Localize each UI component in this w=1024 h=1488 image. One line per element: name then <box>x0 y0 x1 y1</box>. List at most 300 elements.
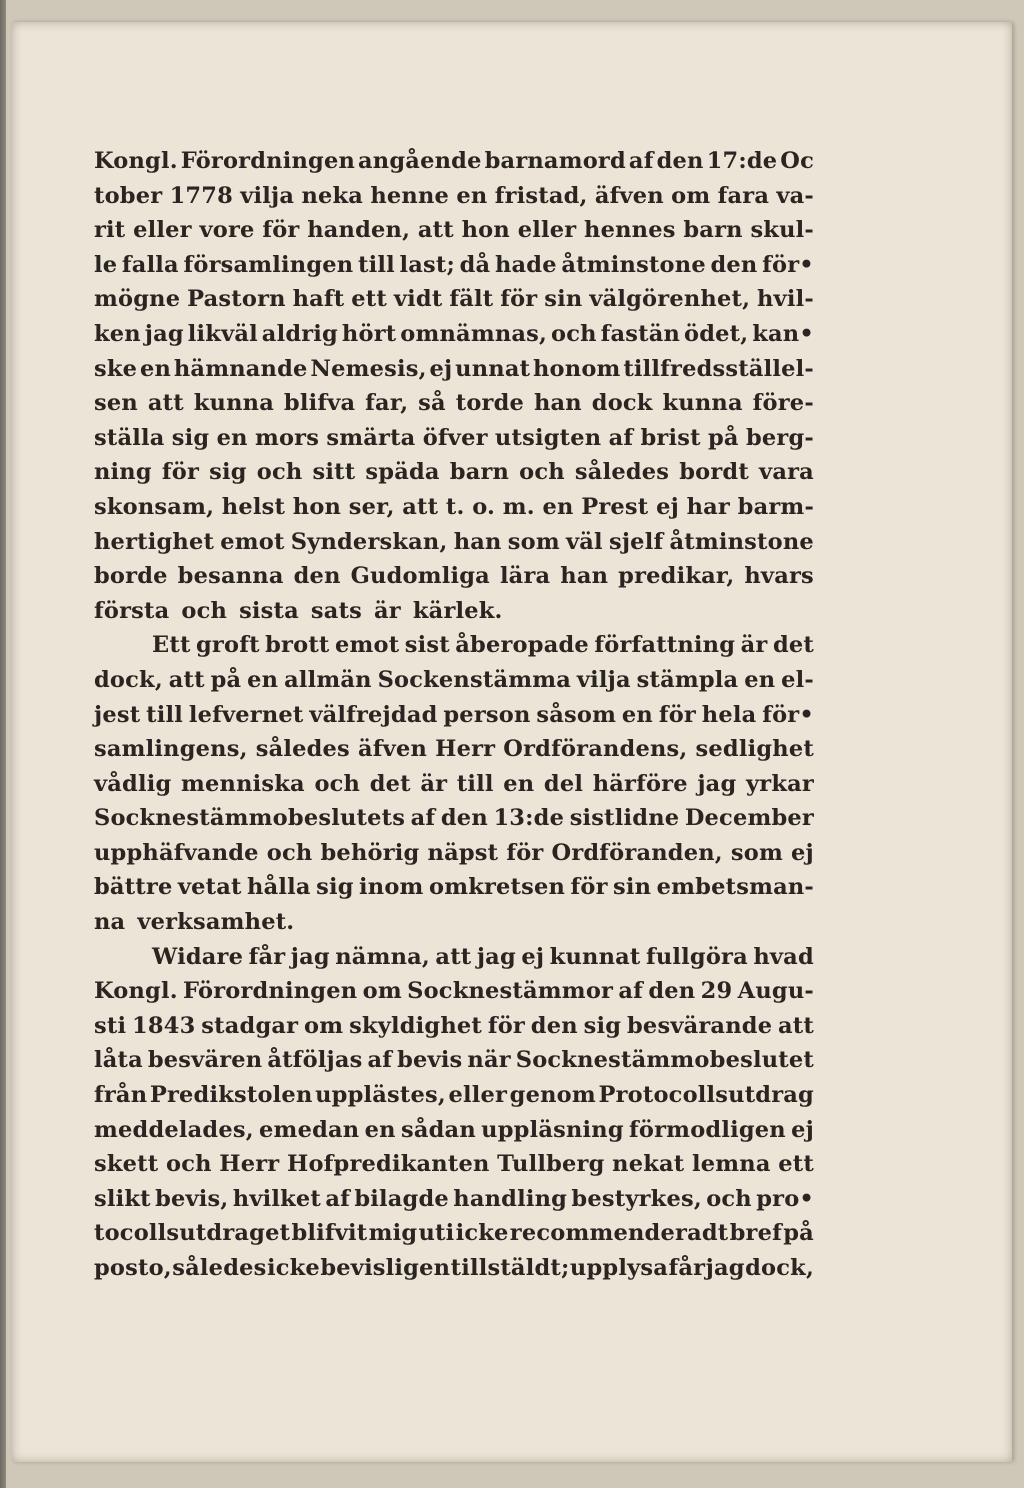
text-word: icke <box>266 1255 320 1281</box>
text-word: och <box>165 1151 212 1178</box>
text-word: omnämnas, <box>400 320 548 347</box>
text-word: upplästes, <box>315 1082 446 1109</box>
text-word: sedlighet <box>695 736 814 763</box>
text-word: som <box>730 839 783 866</box>
text-line <box>94 663 814 698</box>
text-word: mögne <box>94 286 181 313</box>
text-word: ej <box>429 355 453 382</box>
text-word: är <box>374 597 401 624</box>
text-word: fält <box>449 286 494 313</box>
text-word: emot <box>220 528 285 555</box>
text-word: den <box>656 148 704 174</box>
text-word: samlingens, <box>94 736 248 763</box>
text-word: sitt <box>312 459 356 486</box>
text-word: för <box>658 701 696 728</box>
text-word: Oc <box>780 148 814 174</box>
text-word: på <box>707 424 739 451</box>
text-word: Socknestämmobeslutets <box>94 805 406 832</box>
text-word: vilja <box>240 182 295 209</box>
text-word: mors <box>254 424 320 451</box>
text-word: fastän <box>600 320 681 347</box>
text-word: embetsman- <box>656 874 814 901</box>
text-word: välfrejdad <box>309 701 438 728</box>
text-word: före- <box>752 390 814 417</box>
text-line <box>94 698 814 733</box>
text-word: emot <box>334 632 400 659</box>
text-word: bordt <box>679 459 749 486</box>
text-word: Socknestämmor <box>407 978 614 1005</box>
text-word: predikar, <box>618 563 735 590</box>
text-word: för• <box>762 251 814 278</box>
text-word: af <box>608 424 634 451</box>
text-line <box>94 1078 814 1113</box>
text-word: le <box>94 251 118 278</box>
text-word: angående <box>358 148 482 174</box>
text-word: åtminstone <box>669 528 814 555</box>
text-word: en <box>139 355 172 382</box>
text-word: härföre <box>592 770 688 797</box>
text-word: sista <box>239 597 299 624</box>
text-word: ett <box>351 286 387 313</box>
text-word: barnamord <box>484 148 626 174</box>
text-word: allmän <box>284 666 372 693</box>
text-word: berg- <box>745 424 814 451</box>
text-word: hon <box>461 217 510 244</box>
text-word: groft <box>196 632 260 659</box>
text-word: bref <box>729 1220 782 1247</box>
text-word: bilagde <box>354 1185 449 1212</box>
text-word: till <box>456 770 494 797</box>
text-word: 1778 <box>169 182 234 209</box>
text-word: utsigten <box>494 424 602 451</box>
text-word: uti <box>418 1220 455 1247</box>
text-word: stadgar <box>201 1012 299 1039</box>
text-word: yrkar <box>746 770 814 797</box>
text-word: Sockenstämma <box>377 666 572 693</box>
text-word: en <box>364 1116 396 1143</box>
text-line <box>94 905 814 940</box>
text-word: han <box>560 563 609 590</box>
text-word: t. <box>445 493 465 520</box>
text-word: näpst <box>427 839 499 866</box>
text-word: inom <box>359 874 424 901</box>
text-word: om <box>362 978 402 1005</box>
text-word: menniska <box>181 770 305 797</box>
text-word: bestyrkes, <box>571 1185 702 1212</box>
text-word: Ordförandens, <box>503 736 688 763</box>
text-word: späda <box>365 459 440 486</box>
text-word: jag <box>144 320 184 347</box>
text-word: den <box>710 251 758 278</box>
text-word: kunnat <box>549 943 641 970</box>
text-word: Augu- <box>737 978 814 1005</box>
text-word: bevis <box>397 1047 463 1074</box>
text-word: åtminstone <box>561 251 706 278</box>
text-word: första <box>94 597 170 624</box>
text-word: således <box>574 459 670 486</box>
text-word: församlingen <box>183 251 354 278</box>
text-line <box>94 628 814 663</box>
text-word: af <box>618 978 644 1005</box>
text-word: författning <box>594 632 736 659</box>
text-word: hennes <box>584 217 676 244</box>
text-word: väl <box>566 528 603 555</box>
text-word: en <box>503 770 535 797</box>
text-word: sti <box>94 1012 127 1039</box>
text-word: för <box>161 459 200 486</box>
text-word: far, <box>365 390 409 417</box>
text-word: och <box>551 320 597 347</box>
text-word: välgörenhet, <box>589 286 751 313</box>
text-word: person <box>443 701 531 728</box>
text-word: att <box>147 390 184 417</box>
text-word: äfven <box>594 182 664 209</box>
text-word: va- <box>776 182 814 209</box>
text-word: bevis, <box>155 1185 229 1212</box>
text-word: som <box>507 528 560 555</box>
text-word: fullgöra <box>645 943 748 970</box>
text-line <box>94 1147 814 1182</box>
text-word: åberopade <box>455 632 589 659</box>
text-word: hertighet <box>94 528 215 555</box>
text-word: mig <box>368 1220 418 1247</box>
text-word: att <box>417 217 454 244</box>
text-word: sats <box>310 597 363 624</box>
text-word: och <box>256 459 303 486</box>
text-word: sin <box>613 874 652 901</box>
text-line <box>94 1043 814 1078</box>
text-word: last; <box>399 251 455 278</box>
text-word: sist <box>404 632 450 659</box>
document-page <box>12 22 1012 1462</box>
text-word: Pastorn <box>187 286 286 313</box>
text-word: vidt <box>393 286 443 313</box>
text-word: sen <box>94 390 138 417</box>
text-word: att <box>168 666 205 693</box>
text-word: blifva <box>283 390 356 417</box>
text-word: till <box>357 251 395 278</box>
text-word: handling <box>453 1185 568 1212</box>
text-line <box>94 525 814 560</box>
text-word: hört <box>341 320 397 347</box>
text-word: sig <box>316 874 354 901</box>
text-word: af <box>325 1185 351 1212</box>
text-word: brott <box>265 632 330 659</box>
text-word: unnat <box>455 355 531 382</box>
text-word: han <box>453 528 502 555</box>
text-word: upphäfvande <box>94 839 259 866</box>
text-word: Socknestämmobeslutet <box>515 1047 814 1074</box>
text-word: när <box>467 1047 511 1074</box>
text-word: får <box>248 943 286 970</box>
text-word: af <box>367 1047 393 1074</box>
text-word: en <box>621 701 653 728</box>
text-word: genom <box>509 1082 596 1109</box>
text-word: verksamhet. <box>137 909 295 936</box>
text-word: barn <box>683 217 743 244</box>
text-word: skett <box>94 1151 159 1178</box>
text-word: en <box>216 424 248 451</box>
text-line <box>94 1113 814 1148</box>
text-word: barm- <box>737 493 814 520</box>
text-word: en <box>542 493 574 520</box>
text-word: Protocollsutdrag <box>598 1082 814 1109</box>
text-word: nekat <box>612 1151 685 1178</box>
text-word: kärlek. <box>412 597 503 624</box>
text-line <box>94 870 814 905</box>
text-word: och <box>266 839 313 866</box>
text-word: hade <box>494 251 557 278</box>
text-word: lemna <box>692 1151 771 1178</box>
text-word: sistlidne <box>569 805 680 832</box>
text-word: hela <box>701 701 757 728</box>
text-word: skyldighet <box>349 1012 483 1039</box>
text-word: Hofpredikanten <box>287 1151 490 1178</box>
text-word: sig <box>583 1012 622 1039</box>
text-word: dock, <box>94 666 163 693</box>
text-word: haft <box>292 286 345 313</box>
text-word: o. <box>472 493 496 520</box>
text-word: af <box>410 805 436 832</box>
text-word: öfver <box>422 424 488 451</box>
text-word: pro• <box>756 1185 814 1212</box>
text-word: meddelades, <box>94 1116 254 1143</box>
text-word: December <box>684 805 814 832</box>
text-word: Synderskan, <box>290 528 448 555</box>
text-word: Ordföranden, <box>551 839 723 866</box>
text-word: hvars <box>744 563 814 590</box>
text-word: Förordningen <box>180 148 356 174</box>
text-word: omkretsen <box>428 874 566 901</box>
text-word: Prest <box>581 493 649 520</box>
text-word: om <box>304 1012 344 1039</box>
text-word: kunna <box>662 390 743 417</box>
text-word: del <box>543 770 584 797</box>
text-word: vore <box>199 217 255 244</box>
text-word: Förordningen <box>183 978 358 1005</box>
text-word: om <box>671 182 711 209</box>
text-word: till <box>146 701 183 728</box>
text-word: Herr <box>219 1151 280 1178</box>
text-word: låta <box>94 1047 143 1074</box>
text-word: slikt <box>94 1185 151 1212</box>
text-line <box>94 144 814 179</box>
text-word: sådan <box>400 1116 476 1143</box>
text-line <box>94 386 814 421</box>
text-word: vådlig <box>94 770 172 797</box>
text-word: hämnande <box>173 355 308 382</box>
text-word: på <box>210 666 242 693</box>
text-line <box>94 455 814 490</box>
text-word: Ett <box>152 632 191 659</box>
text-word: ej <box>791 839 814 866</box>
text-word: således <box>255 736 350 763</box>
text-word: sig <box>209 459 247 486</box>
text-word: vetat <box>177 874 242 901</box>
text-word: hon <box>292 493 342 520</box>
text-word: den <box>648 978 696 1005</box>
text-word: fara <box>717 182 770 209</box>
text-word: brist <box>640 424 701 451</box>
text-word: stämpla <box>636 666 739 693</box>
text-line <box>94 421 814 456</box>
text-line <box>94 1251 814 1286</box>
text-line <box>94 767 814 802</box>
text-word: eller <box>448 1082 508 1109</box>
text-word: får <box>668 1255 706 1281</box>
text-word: torde <box>455 390 525 417</box>
text-word: jag <box>705 1255 745 1281</box>
text-word: en <box>247 666 279 693</box>
text-word: m. <box>502 493 535 520</box>
text-word: för <box>500 286 538 313</box>
text-word: dock, <box>745 1255 814 1281</box>
text-word: bevisligen <box>320 1255 451 1281</box>
text-line <box>94 801 814 836</box>
text-word: aldrig <box>261 320 338 347</box>
text-word: tillstäldt; <box>450 1255 570 1281</box>
text-word: ske <box>94 355 138 382</box>
text-word: Kongl. <box>94 148 178 174</box>
text-word: sin <box>544 286 583 313</box>
text-word: handen, <box>307 217 411 244</box>
text-word: jest <box>94 701 141 728</box>
text-word: nämna, <box>335 943 430 970</box>
text-word: kunna <box>193 390 274 417</box>
text-line <box>94 1216 814 1251</box>
text-line <box>94 940 814 975</box>
text-word: att <box>778 1012 814 1039</box>
text-word: jag <box>290 943 330 970</box>
text-word: borde <box>94 563 168 590</box>
text-word: fristad, <box>494 182 588 209</box>
text-line <box>94 559 814 594</box>
text-word: besvären <box>147 1047 263 1074</box>
text-word: henne <box>370 182 450 209</box>
text-word: 17:de <box>706 148 778 174</box>
text-word: lefvernet <box>188 701 304 728</box>
text-word: för <box>506 839 544 866</box>
text-line <box>94 1009 814 1044</box>
text-word: ken <box>94 320 141 347</box>
text-word: det <box>772 632 814 659</box>
text-word: sig <box>171 424 210 451</box>
text-word: en <box>456 182 488 209</box>
text-word: han <box>533 390 582 417</box>
text-word: eller <box>517 217 577 244</box>
text-word: är <box>740 632 768 659</box>
text-word: smärta <box>326 424 416 451</box>
text-word: för <box>570 874 608 901</box>
text-word: att <box>402 493 439 520</box>
text-word: 29 <box>700 978 733 1005</box>
text-word: ödet, <box>683 320 749 347</box>
text-word: ej <box>521 943 545 970</box>
text-word: upplysa <box>569 1255 669 1281</box>
text-word: skonsam, <box>94 493 215 520</box>
text-word: hvil- <box>757 286 814 313</box>
text-word: för <box>487 1012 525 1039</box>
text-word: kan• <box>752 320 814 347</box>
text-word: den <box>530 1012 578 1039</box>
text-word: dock <box>591 390 653 417</box>
text-word: för• <box>762 701 814 728</box>
text-word: Herr <box>435 736 496 763</box>
text-word: uppläsning <box>481 1116 624 1143</box>
text-word: äfven <box>358 736 428 763</box>
text-word: då <box>459 251 491 278</box>
text-word: vilja <box>576 666 631 693</box>
text-word: behörig <box>320 839 420 866</box>
text-line <box>94 282 814 317</box>
text-word: sjelf <box>608 528 664 555</box>
text-word: att <box>435 943 472 970</box>
text-word: ställa <box>94 424 165 451</box>
text-word: 13:de <box>493 805 565 832</box>
text-word: Tullberg <box>497 1151 605 1178</box>
text-word: skul- <box>750 217 814 244</box>
text-word: Predikstolen <box>149 1082 313 1109</box>
text-word: lära <box>499 563 551 590</box>
text-word: en <box>744 666 776 693</box>
text-word: helst <box>221 493 286 520</box>
text-word: neka <box>301 182 364 209</box>
text-line <box>94 317 814 352</box>
text-word: på <box>783 1220 814 1247</box>
text-line <box>94 836 814 871</box>
text-word: såsom <box>536 701 617 728</box>
text-word: bättre <box>94 874 173 901</box>
text-word: och <box>519 459 565 486</box>
text-word: recommenderadt <box>509 1220 729 1247</box>
text-word: rit <box>94 217 126 244</box>
text-word: ning <box>94 459 152 486</box>
text-line <box>94 179 814 214</box>
text-word: besvärande <box>627 1012 773 1039</box>
text-word: besanna <box>177 563 284 590</box>
text-line <box>94 213 814 248</box>
text-word: af <box>628 148 654 174</box>
text-word: hvad <box>753 943 814 970</box>
text-word: det <box>369 770 411 797</box>
text-word: honom <box>533 355 621 382</box>
text-word: den <box>293 563 341 590</box>
text-word: således <box>172 1255 267 1281</box>
text-word: är <box>420 770 448 797</box>
text-word: eller <box>133 217 192 244</box>
text-word: ej <box>656 493 679 520</box>
text-word: falla <box>121 251 179 278</box>
text-word: så <box>418 390 446 417</box>
text-word: jag <box>697 770 737 797</box>
text-word: na <box>94 909 126 936</box>
text-word: Nemesis, <box>310 355 427 382</box>
text-line <box>94 974 814 1009</box>
text-word: hvilket <box>232 1185 322 1212</box>
text-word: barn <box>449 459 510 486</box>
text-word: tillfredsställel- <box>623 355 814 382</box>
text-word: blifvit <box>291 1220 368 1247</box>
text-word: Kongl. <box>94 978 178 1005</box>
text-word: likväl <box>187 320 258 347</box>
text-word: för <box>262 217 300 244</box>
text-word: ej <box>791 1116 814 1143</box>
text-word: Widare <box>152 943 244 970</box>
text-word: har <box>686 493 730 520</box>
body-text <box>94 144 814 1286</box>
text-line <box>94 1182 814 1217</box>
text-word: och <box>706 1185 752 1212</box>
